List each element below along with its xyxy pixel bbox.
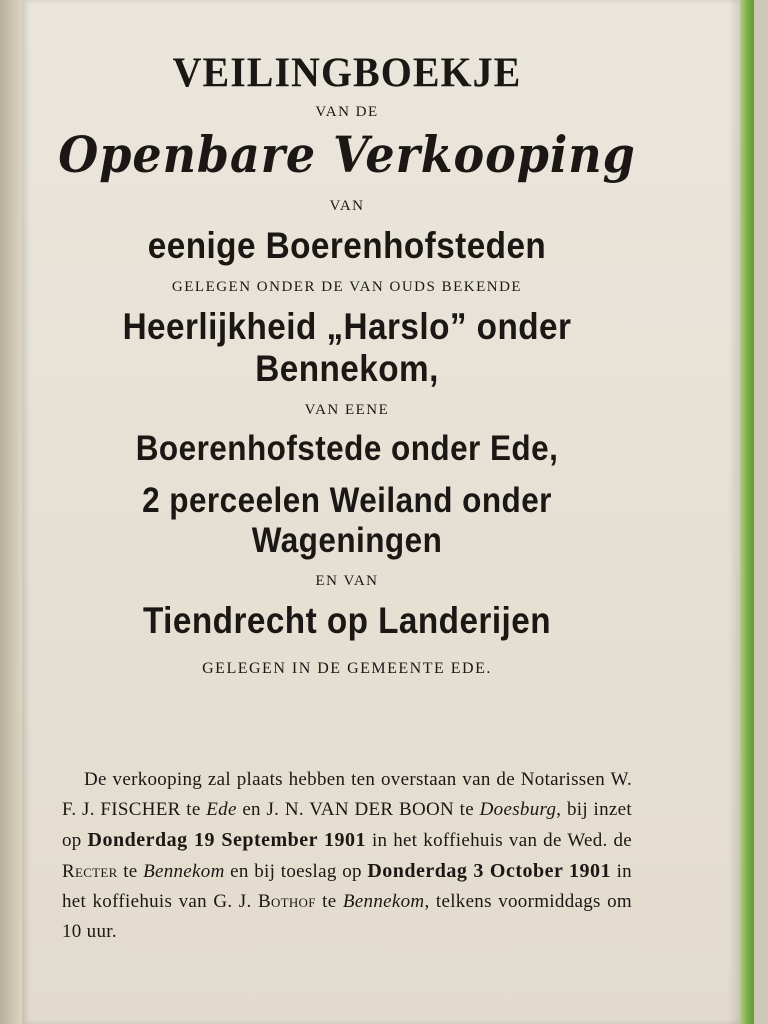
main-title: VEILINGBOEKJE (172, 48, 522, 97)
gelegen-line-2: GELEGEN IN DE GEMEENTE EDE. (202, 660, 492, 677)
para-text-4: in het koffiehuis van de Wed. de (366, 830, 633, 851)
van-line: VAN (329, 198, 365, 214)
para-text-3: , bij inzet op (62, 799, 632, 851)
para-text-6: en bij toeslag op (224, 861, 368, 882)
subject-harslo: Heerlijkheid „Harslo” onder Bennekom, (122, 306, 572, 389)
subject-tiendrecht: Tiendrecht op Landerijen (142, 600, 551, 641)
van-eene-line: VAN EENE (304, 402, 390, 418)
date-first: Donderdag 19 September 1901 (87, 829, 367, 851)
name-bothof: Bothof (257, 891, 316, 912)
name-recter: Recter (62, 861, 118, 882)
van-de-line: VAN DE (315, 104, 379, 120)
date-second: Donderdag 3 October 1901 (367, 860, 612, 882)
para-text-2: en J. N. VAN DER BOON te (236, 799, 480, 820)
title-block (22, 40, 672, 678)
place-ede: Ede (206, 799, 237, 820)
en-van-line: EN VAN (315, 573, 379, 589)
para-text-1: De verkooping zal plaats hebben ten overstaan van de Notarissen W. F. J. FISCHER te (62, 769, 632, 820)
subject-boerenhofsteden: eenige Boerenhofsteden (147, 225, 547, 266)
place-bennekom-1: Bennekom (143, 861, 225, 882)
subject-weiland: 2 perceelen Weiland onder Wageningen (142, 481, 552, 560)
script-heading: Openbare Verkooping (58, 125, 636, 184)
subject-boerenhofstede-ede: Boerenhofstede onder Ede, (135, 429, 559, 468)
sale-paragraph (62, 765, 632, 947)
gelegen-line-1: GELEGEN ONDER DE VAN OUDS BEKENDE (171, 279, 523, 295)
place-doesburg: Doesburg (479, 799, 557, 820)
spine-shadow (728, 0, 740, 1024)
para-text-5: te (117, 861, 144, 882)
place-bennekom-2: Bennekom (342, 891, 425, 912)
para-text-8: te (315, 891, 343, 912)
green-cover-edge (740, 0, 754, 1024)
para-text-7: in het koffiehuis van G. J. (62, 861, 632, 912)
para-text-9: , telkens voormiddags om 10 uur. (62, 891, 632, 942)
